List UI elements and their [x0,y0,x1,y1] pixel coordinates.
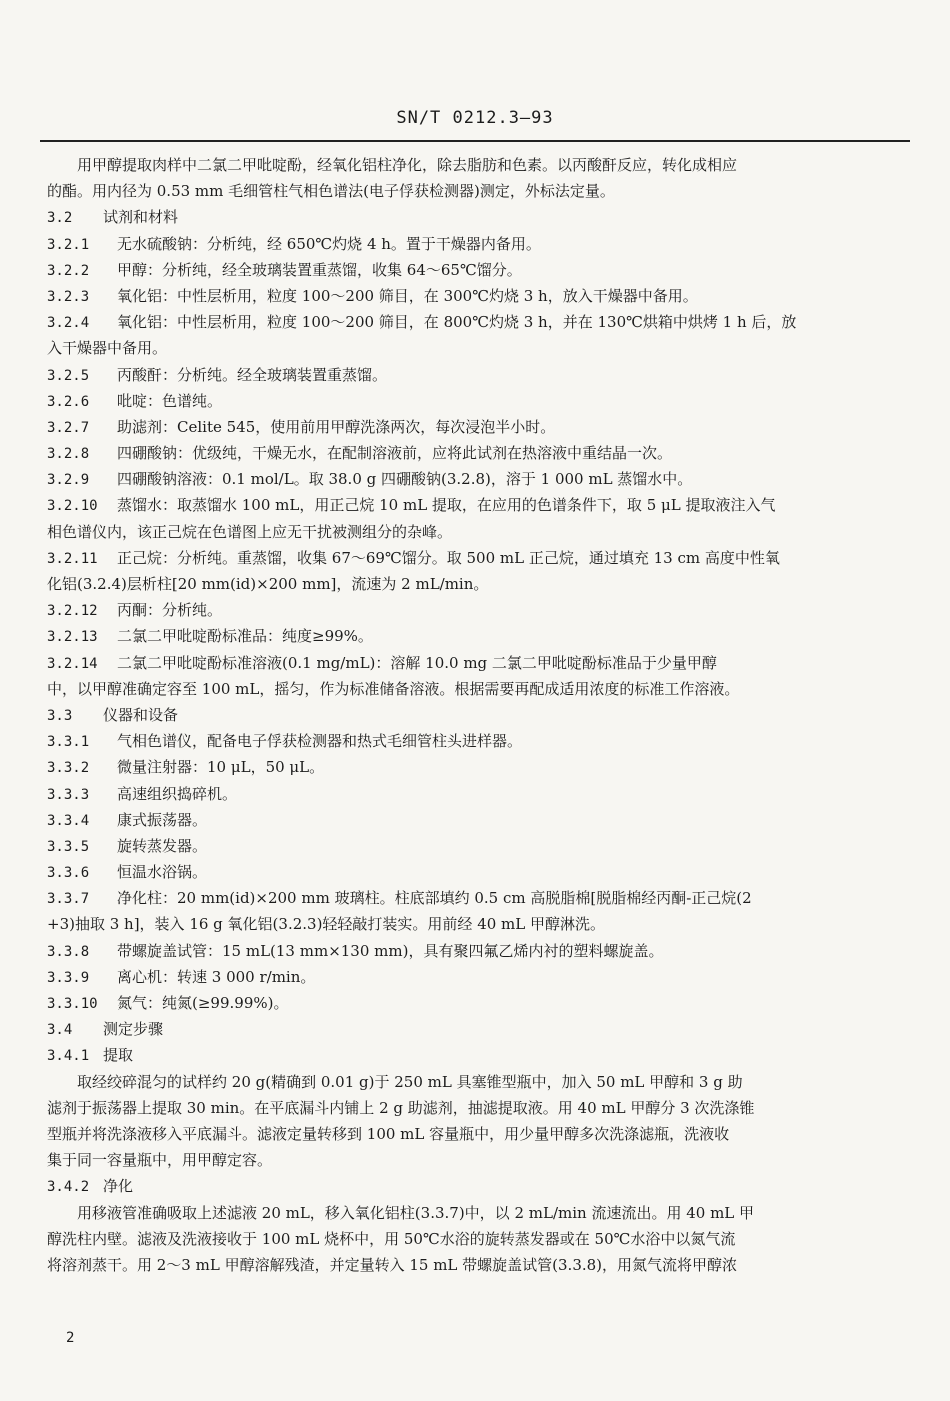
list-item [47,257,847,283]
item-number: 3.2.3 [47,288,90,305]
extract-line-1: 取经绞碎混匀的试样约 20 g(精确到 0.01 g)于 250 mL 具塞锥型瓶中，加入 50 mL 甲醇和 3 g 助 [77,1072,743,1091]
section-title: 测定步骤 [103,1020,164,1039]
extract-line-4: 集于同一容量瓶中，用甲醇定容。 [47,1151,273,1170]
list-item [47,990,847,1016]
extract-line-2: 滤剂于振荡器上提取 30 min。在平底漏斗内铺上 2 g 助滤剂，抽滤提取液。用 40 mL 甲醇分 3 次洗涤锥 [47,1098,755,1117]
section-number: 3.2 [47,210,73,227]
item-number: 3.3.2 [47,760,90,777]
intro-line-2: 的酯。用内径为 0.53 mm 毛细管柱气相色谱法(电子俘获检测器)测定，外标法定量。 [47,182,615,201]
list-item [47,623,847,649]
item-number: 3.2.1 [47,236,90,253]
list-item-continuation: 化铝(3.2.4)层析柱[20 mm(id)×200 mm]，流速为 2 mL/min。 [47,575,489,593]
list-item-continuation: 中，以甲醇准确定容至 100 mL，摇匀，作为标准储备溶液。根据需要再配成适用浓度的标准工作溶液。 [47,679,740,698]
purify-line-1: 用移液管准确吸取上述滤液 20 mL，移入氧化铝柱(3.3.7)中，以 2 mL/min 流速流出。用 40 mL 甲 [77,1203,755,1222]
list-item-continuation: 相色谱仪内，该正己烷在色谱图上应无干扰被测组分的杂峰。 [47,522,453,541]
item-text: 康式振荡器。 [117,810,208,829]
list-item [47,309,847,335]
list-item [47,597,847,623]
item-text: 助滤剂：Celite 545，使用前用甲醇洗涤两次，每次浸泡半小时。 [117,417,556,436]
item-number: 3.2.10 [47,498,98,515]
item-text: 恒温水浴锅。 [117,863,208,882]
section-heading-3-4 [47,1016,847,1042]
document-code-header: SN/T 0212.3—93 [396,108,554,128]
section-title: 试剂和材料 [103,208,179,227]
list-item [47,440,847,466]
section-title: 净化 [103,1177,134,1196]
item-number: 3.3.10 [47,996,98,1012]
item-text: 丙酮：分析纯。 [117,601,223,620]
list-item [47,754,847,780]
item-number: 3.2.14 [47,655,98,672]
section-number: 3.3 [47,707,73,724]
item-text: 四硼酸钠溶液：0.1 mol/L。取 38.0 g 四硼酸钠(3.2.8)，溶于 1 000 mL 蒸馏水中。 [117,470,693,489]
item-text: 丙酸酐：分析纯。经全玻璃装置重蒸馏。 [117,365,388,384]
item-text: 净化柱：20 mm(id)×200 mm 玻璃柱。柱底部填约 0.5 cm 高脱脂棉[脱脂棉经丙酮-正己烷(2 [117,889,752,908]
item-number: 3.3.7 [47,891,90,908]
list-item-continuation: 入干燥器中备用。 [47,339,168,358]
item-number: 3.2.8 [47,446,90,463]
list-item [47,362,847,388]
item-number: 3.2.7 [47,419,90,436]
list-item [47,650,847,676]
header-rule [40,140,910,142]
section-title: 仪器和设备 [103,705,179,724]
list-item [47,885,847,911]
item-number: 3.2.4 [47,315,90,332]
intro-line-1: 用甲醇提取肉样中二氯二甲吡啶酚，经氧化铝柱净化，除去脂肪和色素。以丙酸酐反应，转化成相应 [77,156,738,174]
item-number: 3.2.5 [47,367,90,384]
item-text: 无水硫酸钠：分析纯，经 650℃灼烧 4 h。置于干燥器内备用。 [117,234,541,253]
item-text: 带螺旋盖试管：15 mL(13 mm×130 mm)，具有聚四氟乙烯内衬的塑料螺旋盖。 [117,941,664,960]
list-item [47,938,847,964]
list-item [47,859,847,885]
item-number: 3.2.6 [47,393,90,410]
item-number: 3.2.13 [47,629,98,646]
section-number: 3.4 [47,1022,73,1039]
item-number: 3.3.1 [47,734,90,751]
section-heading-3-3 [47,702,847,728]
subsection-heading-3-4-1 [47,1042,847,1068]
item-number: 3.3.6 [47,865,90,882]
item-text: 吡啶：色谱纯。 [117,391,223,410]
item-text: 微量注射器：10 μL，50 μL。 [117,758,325,777]
section-number: 3.4.1 [47,1048,90,1065]
purify-line-2: 醇洗柱内壁。滤液及洗液接收于 100 mL 烧杯中，用 50℃水浴的旋转蒸发器或在 50℃水浴中以氮气流 [47,1229,736,1248]
item-number: 3.3.5 [47,838,90,855]
item-number: 3.3.9 [47,969,90,986]
list-item [47,728,847,754]
item-text: 二氯二甲吡啶酚标准品：纯度≥99%。 [117,627,373,646]
document-body [47,152,847,1278]
list-item [47,388,847,414]
item-text: 气相色谱仪，配备电子俘获检测器和热式毛细管柱头进样器。 [117,732,523,751]
item-number: 3.3.4 [47,812,90,829]
list-item [47,833,847,859]
list-item [47,545,847,571]
list-item [47,414,847,440]
item-text: 高速组织捣碎机。 [117,784,238,803]
item-number: 3.3.8 [47,943,90,960]
section-heading-3-2 [47,204,847,230]
item-text: 氧化铝：中性层析用，粒度 100～200 筛目，在 300℃灼烧 3 h，放入干燥器中备用。 [117,286,698,305]
page-number: 2 [66,1330,75,1346]
item-number: 3.2.11 [47,550,98,567]
list-item [47,781,847,807]
section-title: 提取 [103,1046,134,1065]
list-item [47,492,847,518]
purify-line-3: 将溶剂蒸干。用 2～3 mL 甲醇溶解残渣，并定量转入 15 mL 带螺旋盖试管(3.3.8)，用氮气流将甲醇浓 [47,1255,738,1274]
item-text: 蒸馏水：取蒸馏水 100 mL，用正己烷 10 mL 提取，在应用的色谱条件下，取 5 μL 提取液注入气 [117,496,776,515]
list-item [47,807,847,833]
item-text: 氧化铝：中性层析用，粒度 100～200 筛目，在 800℃灼烧 3 h，并在 130℃烘箱中烘烤 1 h 后，放 [117,313,797,332]
list-item [47,466,847,492]
subsection-heading-3-4-2 [47,1173,847,1199]
item-number: 3.2.2 [47,262,90,279]
item-text: 四硼酸钠：优级纯，干燥无水，在配制溶液前，应将此试剂在热溶液中重结晶一次。 [117,444,673,463]
list-item [47,231,847,257]
item-text: 甲醇：分析纯，经全玻璃装置重蒸馏，收集 64～65℃馏分。 [117,260,522,279]
item-text: 正己烷：分析纯。重蒸馏，收集 67～69℃馏分。取 500 mL 正己烷，通过填充 13 cm 高度中性氧 [117,548,780,567]
item-text: 旋转蒸发器。 [117,836,208,855]
item-number: 3.2.9 [47,472,90,489]
item-number: 3.2.12 [47,603,98,620]
item-text: 二氯二甲吡啶酚标准溶液(0.1 mg/mL)：溶解 10.0 mg 二氯二甲吡啶酚标准品于少量甲醇 [117,653,717,672]
item-text: 离心机：转速 3 000 r/min。 [117,967,316,986]
item-text: 氮气：纯氮(≥99.99%)。 [117,994,289,1012]
item-number: 3.3.3 [47,786,90,803]
list-item [47,964,847,990]
section-number: 3.4.2 [47,1179,90,1196]
list-item [47,283,847,309]
list-item-continuation: +3)抽取 3 h]，装入 16 g 氧化铝(3.2.3)轻轻敲打装实。用前经 40 mL 甲醇淋洗。 [47,915,605,934]
extract-line-3: 型瓶并将洗涤液移入平底漏斗。滤液定量转移到 100 mL 容量瓶中，用少量甲醇多次洗涤滤瓶，洗液收 [47,1124,730,1143]
